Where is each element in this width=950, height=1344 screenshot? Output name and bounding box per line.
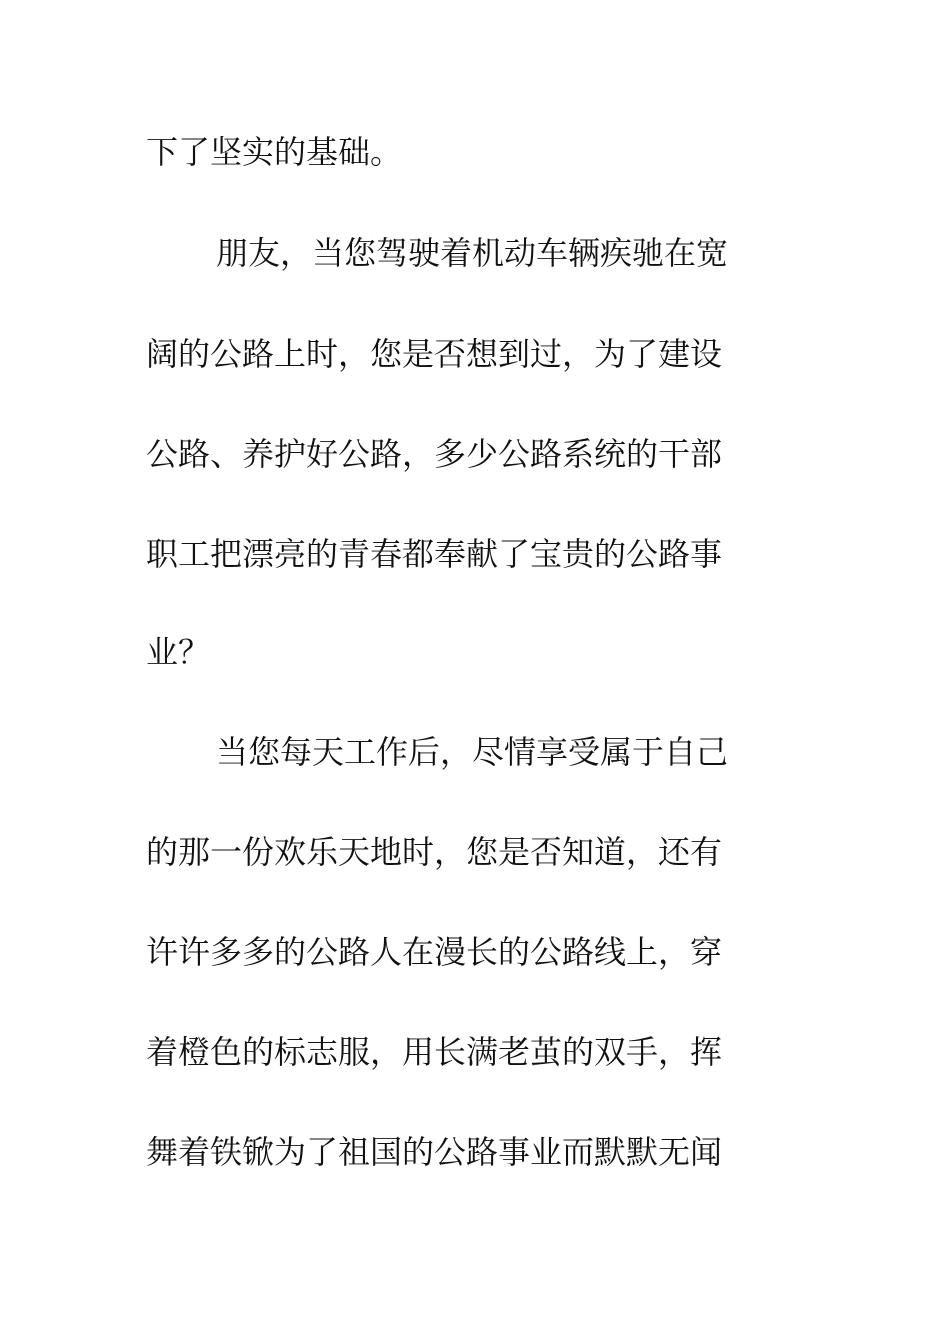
paragraph-line: 公路、养护好公路，多少公路系统的干部 [146,435,723,473]
paragraph-line: 许许多多的公路人在漫长的公路线上，穿 [146,933,723,971]
paragraph-line: 舞着铁锨为了祖国的公路事业而默默无闻 [146,1133,723,1171]
paragraph-line: 着橙色的标志服，用长满老茧的双手，挥 [146,1033,723,1071]
paragraph-line: 的那一份欢乐天地时，您是否知道，还有 [146,833,723,871]
paragraph-line: 当您每天工作后，尽情享受属于自己 [216,733,729,771]
paragraph-line: 阔的公路上时，您是否想到过，为了建设 [146,335,723,373]
paragraph-line: 业？ [146,633,211,671]
paragraph-line: 朋友，当您驾驶着机动车辆疾驰在宽 [216,234,729,272]
paragraph-line: 下了坚实的基础。 [146,133,403,171]
paragraph-line: 职工把漂亮的青春都奉献了宝贵的公路事 [146,535,723,573]
